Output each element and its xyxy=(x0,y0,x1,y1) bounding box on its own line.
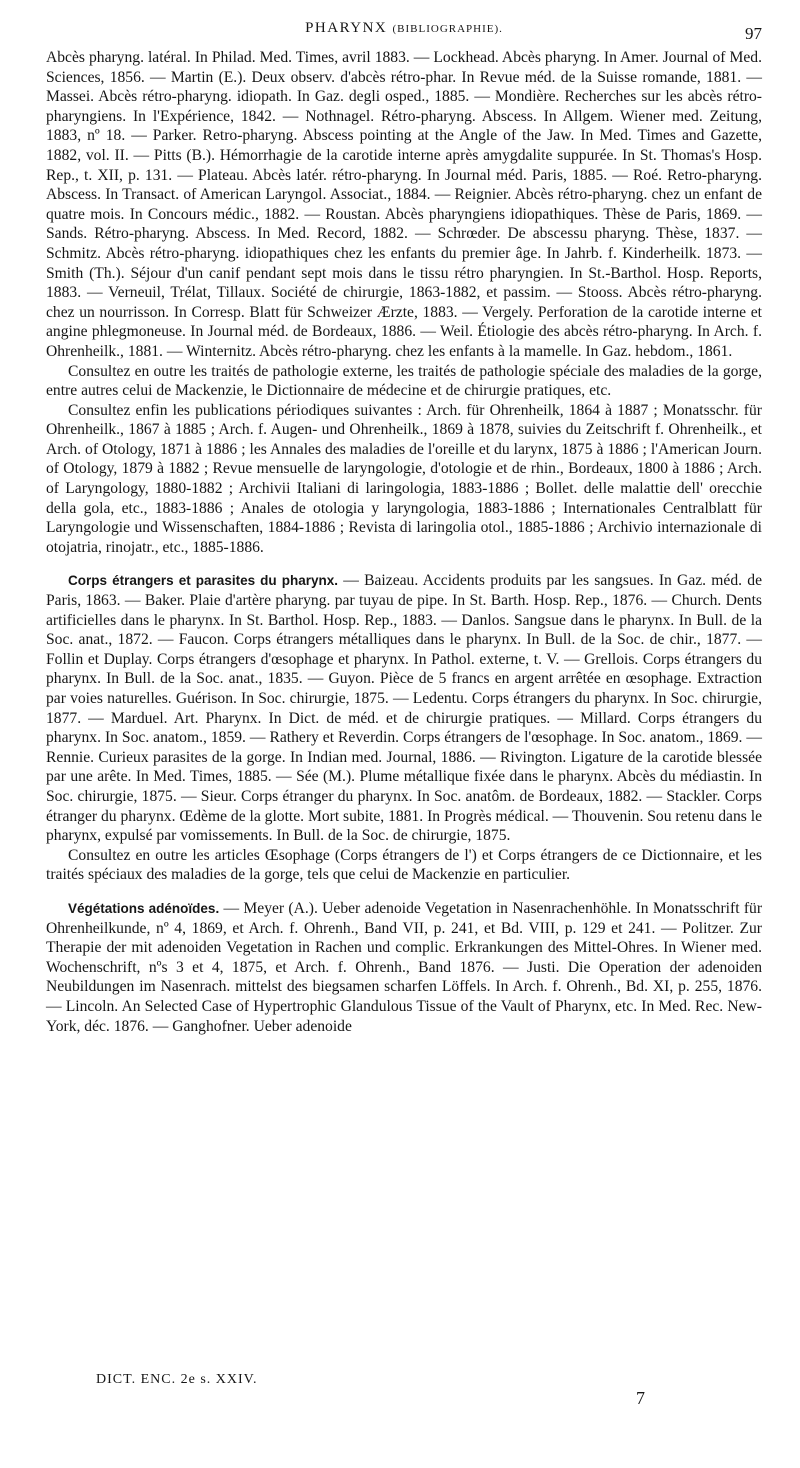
adenoid-section xyxy=(46,899,762,1036)
foreign-bodies-section xyxy=(46,571,762,845)
adenoid-references: — Meyer (A.). Ueber adenoide Vegetation in Nasenrachenhöhle. In Monatsschrift für Ohrenheilkunde, nº 4, 1869, et Arch. f. Ohrenh., Band VII, p. 241, et Bd. VIII, p. 129 et 241. — Politzer. Zur Therapie der mit adenoiden Vegetation in Rachen und complic. Erkrankungen des Mittel-Ohres. In Wiener med. Wochenschrift, nºs 3 et 4, 1875, et Arch. f. Ohrenh., Band 1876. — Justi. Die Operation der adenoiden Neubildungen im Nasenrach. mittelst des biegsamen scharfen Löffels. In Arch. f. Ohrenh., Bd. XI, p. 255, 1876. — Lincoln. An Selected Case of Hypertrophic Glandulous Tissue of the Vault of Pharynx, etc. In Med. Rec. New-York, déc. 1876. — Ganghofner. Ueber adenoide xyxy=(46,899,763,1035)
header-title: PHARYNX xyxy=(305,20,388,36)
consult-paragraph-esophagus: Consultez en outre les articles Œsophage (Corps étrangers de l') et Corps étrangers de ce Dictionnaire, et les traités spéciaux des maladies de la gorge, tels que celui de Mackenzie en particulier. xyxy=(46,846,762,884)
signature-mark: DICT. ENC. 2e s. XXIV. xyxy=(96,1372,258,1387)
bibliography-references: Abcès pharyng. latéral. In Philad. Med. Times, avril 1883. — Lockhead. Abcès pharyng. In Amer. Journal of Med. Sciences, 1856. — Martin (E.). Deux observ. d'abcès rétro-phar. In Revue méd. de la Suisse romande, 1881. — Massei. Abcès rétro-pharyng. idiopath. In Gaz. degli osped., 1885. — Mondière. Recherches sur les abcès rétro-pharyngiens. In l'Expérience, 1842. — Nothnagel. Rétro-pharyng. Abscess. In Allgem. Wiener med. Zeitung, 1883, nº 18. — Parker. Retro-pharyng. Abscess pointing at the Angle of the Jaw. In Med. Times and Gazette, 1882, vol. II. — Pitts (B.). Hémorrhagie de la carotide interne après amygdalite suppurée. In St. Thomas's Hosp. Rep., t. XII, p. 131. — Plateau. Abcès latér. rétro-pharyng. In Journal méd. Paris, 1885. — Roé. Retro-pharyng. Abscess. In Transact. of American Laryngol. Associat., 1884. — Reignier. Abcès rétro-pharyng. chez un enfant de quatre mois. In Concours médic., 1882. — Roustan. Abcès pharyngiens idiopathiques. Thèse de Paris, 1869. — Sands. Rétro-pharyng. Abscess. In Med. Record, 1882. — Schrœder. De abscessu pharyng. Thèse, 1837. — Schmitz. Abcès rétro-pharyng. idiopathiques chez les enfants du premier âge. In Jahrb. f. Kinderheilk. 1873. — Smith (Th.). Séjour d'un canif pendant sept mois dans le tissu rétro pharyngien. In St.-Barthol. Hosp. Reports, 1883. — Verneuil, Trélat, Tillaux. Société de chirurgie, 1863-1882, et passim. — Stooss. Abcès rétro-pharyng. chez un nourrisson. In Corresp. Blatt für Schweizer Ærzte, 1883. — Vergely. Perforation de la carotide interne et angine phlegmoneuse. In Journal méd. de Bordeaux, 1886. — Weil. Étiologie des abcès rétro-pharyng. In Arch. f. Ohrenheilk., 1881. — Winternitz. Abcès rétro-pharyng. chez les enfants à la mamelle. In Gaz. hebdom., 1861. xyxy=(46,49,762,360)
spacer xyxy=(46,885,762,899)
page-footer xyxy=(46,1372,762,1432)
adenoid-title: Végétations adénoïdes. xyxy=(68,900,220,916)
spacer xyxy=(46,557,762,571)
running-header xyxy=(46,18,762,48)
sheet-number: 7 xyxy=(636,1388,645,1408)
consult-paragraph-treatises: Consultez en outre les traités de pathologie externe, les traités de pathologie spéciale des maladies de la gorge, entre autres celui de Mackenzie, le Dictionnaire de médecine et de chirurgie pratiques, etc. xyxy=(46,362,762,400)
page xyxy=(46,18,762,1036)
foreign-bodies-title: Corps étrangers et parasites du pharynx. xyxy=(68,573,339,589)
consult-paragraph-periodicals: Consultez enfin les publications périodiques suivantes : Arch. für Ohrenheilk, 1864 à 1887 ; Monatsschr. für Ohrenheilk., 1867 à 1885 ; Arch. f. Augen- und Ohrenheilk., 1869 à 1878, suivies du Zeitschrift f. Ohrenheilk., et Arch. of Otology, 1871 à 1886 ; les Annales des maladies de l'oreille et du larynx, 1875 à 1886 ; l'American Journ. of Otology, 1879 à 1882 ; Revue mensuelle de laryngologie, d'otologie et de rhin., Bordeaux, 1800 à 1886 ; Arch. of Laryngology, 1880-1882 ; Archivii Italiani di laringologia, 1883-1886 ; Bollet. delle malattie dell' orecchie della gola, etc., 1883-1886 ; Anales de otologia y laryngologia, 1883-1886 ; Internationales Centralblatt für Laryngologie und Wissenschaften, 1884-1886 ; Revista di laringolia otol., 1885-1886 ; Archivio internazionale di otojatria, rinojatr., etc., 1885-1886. xyxy=(46,401,762,556)
foreign-bodies-references: — Baizeau. Accidents produits par les sangsues. In Gaz. méd. de Paris, 1863. — Baker. Plaie d'artère pharyng. par tuyau de pipe. In St. Barth. Hosp. Rep., 1876. — Church. Dents artificielles dans le pharynx. In St. Barthol. Hosp. Rep., 1883. — Danlos. Sangsue dans le pharynx. In Bull. de la Soc. anat., 1872. — Faucon. Corps étrangers métalliques dans le pharynx. In Bull. de la Soc. de chir., 1877. — Follin et Duplay. Corps étrangers d'œsophage et pharynx. In Pathol. externe, t. V. — Grellois. Corps étrangers du pharynx. In Bull. de la Soc. anat., 1835. — Guyon. Pièce de 5 francs en argent arrêtée en œsophage. Extraction par voies naturelles. Guérison. In Soc. chirurgie, 1875. — Ledentu. Corps étrangers du pharynx. In Soc. chirurgie, 1877. — Marduel. Art. Pharynx. In Dict. de méd. et de chirurgie pratiques. — Millard. Corps étrangers du pharynx. In Soc. anatom., 1859. — Rathery et Reverdin. Corps étrangers de l'œsophage. In Soc. anatom., 1869. — Rennie. Curieux parasites de la gorge. In Indian med. Journal, 1886. — Rivington. Ligature de la carotide blessée par une arête. In Med. Times, 1885. — Sée (M.). Plume métallique fixée dans le pharynx. Abcès du médiastin. In Soc. chirurgie, 1875. — Sieur. Corps étranger du pharynx. In Soc. anatôm. de Bordeaux, 1882. — Stackler. Corps étranger du pharynx. Œdème de la glotte. Mort subite, 1881. In Progrès médical. — Thouvenin. Sou retenu dans le pharynx, expulsé par vomissements. In Bull. de la Soc. de chirurgie, 1875. xyxy=(46,572,762,845)
header-subtitle: (BIBLIOGRAPHIE). xyxy=(392,23,503,35)
running-title xyxy=(46,20,762,37)
page-number: 97 xyxy=(745,24,762,43)
